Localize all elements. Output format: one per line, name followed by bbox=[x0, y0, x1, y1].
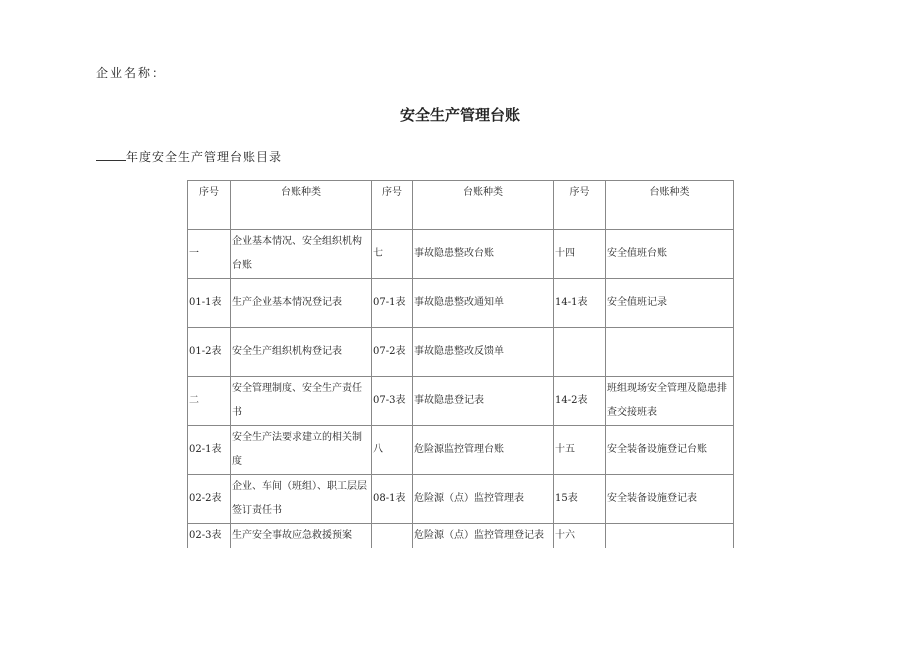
header-cell: 序号 bbox=[554, 181, 606, 230]
header-cell: 台账种类 bbox=[606, 181, 734, 230]
header-cell: 台账种类 bbox=[413, 181, 554, 230]
year-blank bbox=[96, 150, 126, 161]
ledger-type-cell: 生产安全事故应急救援预案 bbox=[231, 524, 372, 549]
table-row bbox=[188, 230, 734, 279]
ledger-type-cell: 安全生产法要求建立的相关制度 bbox=[231, 426, 372, 475]
ledger-type-cell bbox=[606, 524, 734, 549]
table-row bbox=[188, 475, 734, 524]
serial-number-cell bbox=[372, 524, 413, 549]
ledger-type-cell: 安全管理制度、安全生产责任书 bbox=[231, 377, 372, 426]
header-cell: 序号 bbox=[372, 181, 413, 230]
serial-number-cell: 八 bbox=[372, 426, 413, 475]
table-row bbox=[188, 377, 734, 426]
serial-number-cell: 15表 bbox=[554, 475, 606, 524]
ledger-table bbox=[187, 180, 734, 548]
serial-number-cell: 七 bbox=[372, 230, 413, 279]
ledger-type-cell: 事故隐患整改反馈单 bbox=[413, 328, 554, 377]
serial-number-cell: 十五 bbox=[554, 426, 606, 475]
serial-number-cell: 02-2表 bbox=[188, 475, 231, 524]
ledger-type-cell: 生产企业基本情况登记表 bbox=[231, 279, 372, 328]
ledger-type-cell: 安全装备设施登记表 bbox=[606, 475, 734, 524]
ledger-type-cell: 班组现场安全管理及隐患排查交接班表 bbox=[606, 377, 734, 426]
serial-number-cell: 07-2表 bbox=[372, 328, 413, 377]
ledger-table-container bbox=[187, 180, 734, 548]
ledger-type-cell: 危险源监控管理台账 bbox=[413, 426, 554, 475]
ledger-type-cell: 安全值班记录 bbox=[606, 279, 734, 328]
ledger-type-cell: 危险源（点）监控管理表 bbox=[413, 475, 554, 524]
company-name-label: 企业名称： bbox=[96, 66, 167, 80]
ledger-type-cell: 企业、车间（班组）、职工层层签订责任书 bbox=[231, 475, 372, 524]
ledger-type-cell: 安全生产组织机构登记表 bbox=[231, 328, 372, 377]
serial-number-cell: 02-3表 bbox=[188, 524, 231, 549]
serial-number-cell: 十六 bbox=[554, 524, 606, 549]
serial-number-cell: 07-3表 bbox=[372, 377, 413, 426]
serial-number-cell: 02-1表 bbox=[188, 426, 231, 475]
table-row bbox=[188, 426, 734, 475]
table-row bbox=[188, 328, 734, 377]
serial-number-cell: 07-1表 bbox=[372, 279, 413, 328]
header-row bbox=[188, 181, 734, 230]
ledger-type-cell: 企业基本情况、安全组织机构台账 bbox=[231, 230, 372, 279]
ledger-type-cell: 安全值班台账 bbox=[606, 230, 734, 279]
serial-number-cell: 14-2表 bbox=[554, 377, 606, 426]
ledger-type-cell: 危险源（点）监控管理登记表 bbox=[413, 524, 554, 549]
ledger-type-cell: 事故隐患登记表 bbox=[413, 377, 554, 426]
ledger-type-cell bbox=[606, 328, 734, 377]
serial-number-cell: 14-1表 bbox=[554, 279, 606, 328]
header-cell: 序号 bbox=[188, 181, 231, 230]
serial-number-cell: 01-1表 bbox=[188, 279, 231, 328]
serial-number-cell: 01-2表 bbox=[188, 328, 231, 377]
serial-number-cell bbox=[554, 328, 606, 377]
serial-number-cell: 08-1表 bbox=[372, 475, 413, 524]
ledger-type-cell: 安全装备设施登记台账 bbox=[606, 426, 734, 475]
ledger-type-cell: 事故隐患整改台账 bbox=[413, 230, 554, 279]
table-row bbox=[188, 524, 734, 549]
page-title: 安全生产管理台账 bbox=[399, 106, 520, 124]
header-cell: 台账种类 bbox=[231, 181, 372, 230]
subtitle-text: 年度安全生产管理台账目录 bbox=[126, 150, 283, 164]
serial-number-cell: 二 bbox=[188, 377, 231, 426]
serial-number-cell: 十四 bbox=[554, 230, 606, 279]
ledger-type-cell: 事故隐患整改通知单 bbox=[413, 279, 554, 328]
serial-number-cell: 一 bbox=[188, 230, 231, 279]
table-of-contents-heading bbox=[96, 148, 282, 165]
table-row bbox=[188, 279, 734, 328]
